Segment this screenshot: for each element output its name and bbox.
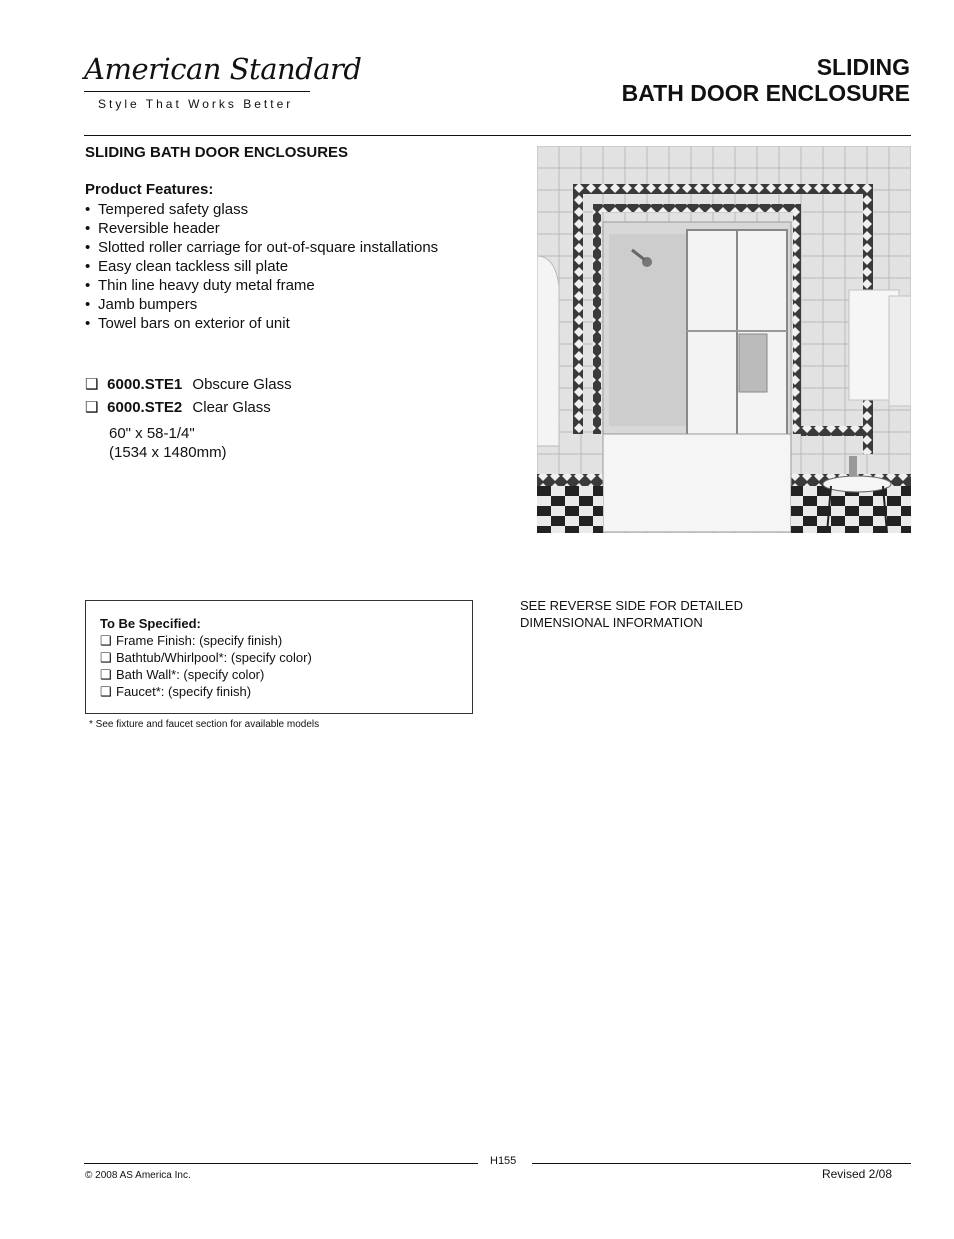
checkbox-icon[interactable]: ❑ — [100, 684, 112, 699]
brand-logo: American Standard — [84, 52, 362, 86]
product-photo — [537, 146, 911, 533]
specify-item-bathtub[interactable]: ❑ Bathtub/Whirlpool*: (specify color) — [100, 650, 312, 665]
section-title: SLIDING BATH DOOR ENCLOSURES — [85, 144, 349, 161]
to-be-specified-box — [85, 600, 473, 714]
specify-footnote: * See fixture and faucet section for available models — [89, 719, 320, 730]
footer-divider-right — [532, 1163, 911, 1164]
header-divider — [84, 135, 911, 136]
checkbox-icon[interactable]: ❑ — [100, 650, 112, 665]
footer-divider-left — [84, 1163, 478, 1164]
model-description: Obscure Glass — [192, 376, 292, 393]
dimensions — [109, 424, 227, 462]
features-list — [85, 200, 445, 333]
revision-date: Revised 2/08 — [821, 1167, 892, 1181]
features-heading: Product Features: — [85, 181, 214, 198]
dimensions-imperial: 60" x 58-1/4" — [109, 425, 195, 442]
feature-item: • Towel bars on exterior of unit — [85, 314, 445, 333]
reverse-side-note: SEE REVERSE SIDE FOR DETAILED DIMENSIONAL INFORMATION — [520, 598, 743, 630]
feature-item: • Reversible header — [85, 219, 445, 238]
dimensions-metric: (1534 x 1480mm) — [109, 444, 227, 461]
feature-item: • Jamb bumpers — [85, 295, 445, 314]
model-option-ste2[interactable] — [85, 398, 271, 416]
feature-item: • Easy clean tackless sill plate — [85, 257, 445, 276]
specify-heading: To Be Specified: — [100, 616, 201, 631]
model-code: 6000.STE2 — [107, 399, 183, 416]
title-line-2: BATH DOOR ENCLOSURE — [621, 80, 910, 106]
logo-underline — [84, 91, 310, 92]
feature-item: • Tempered safety glass — [85, 200, 445, 219]
bathroom-illustration — [537, 146, 911, 533]
copyright: © 2008 AS America Inc. — [85, 1170, 191, 1181]
model-description: Clear Glass — [192, 399, 271, 416]
feature-item: • Thin line heavy duty metal frame — [85, 276, 445, 295]
brand-tagline: Style That Works Better — [98, 97, 294, 111]
checkbox-icon[interactable]: ❑ — [100, 633, 112, 648]
title-line-1: SLIDING — [816, 54, 910, 80]
checkbox-icon[interactable]: ❑ — [85, 399, 99, 416]
model-code: 6000.STE1 — [107, 376, 183, 393]
model-option-ste1[interactable] — [85, 375, 292, 393]
checkbox-icon[interactable]: ❑ — [85, 376, 99, 393]
specify-item-frame-finish[interactable]: ❑ Frame Finish: (specify finish) — [100, 633, 283, 648]
specify-item-bath-wall[interactable]: ❑ Bath Wall*: (specify color) — [100, 667, 265, 682]
page-code: H155 — [490, 1155, 517, 1167]
feature-item: • Slotted roller carriage for out-of-square installations — [85, 238, 445, 257]
checkbox-icon[interactable]: ❑ — [100, 667, 112, 682]
specify-item-faucet[interactable]: ❑ Faucet*: (specify finish) — [100, 684, 252, 699]
document-title — [622, 54, 910, 106]
